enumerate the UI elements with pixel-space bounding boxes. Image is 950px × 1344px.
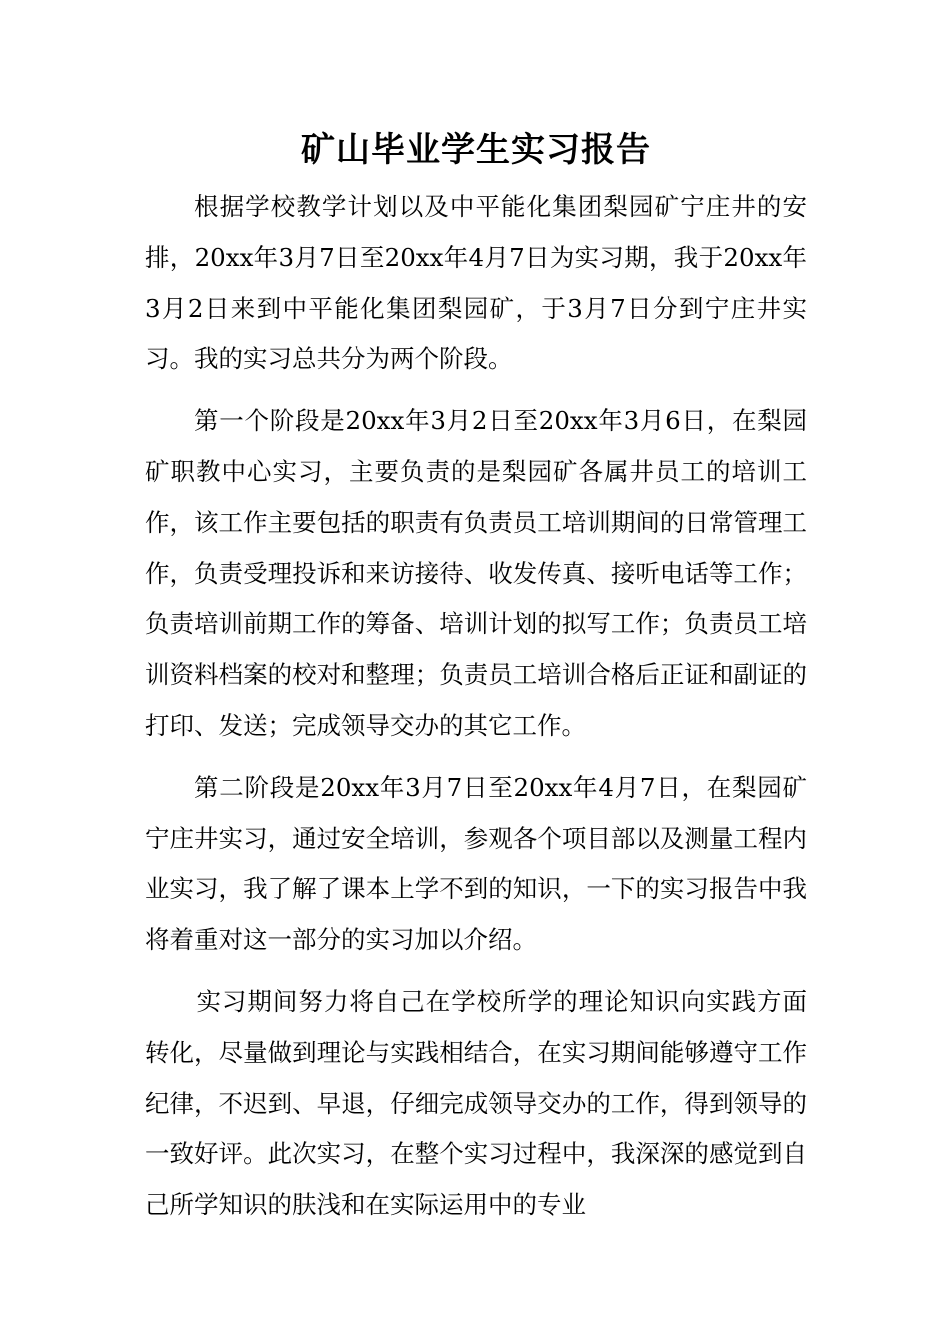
- document-page: [145, 122, 807, 1242]
- paragraph-4: 实习期间努力将自己在学校所学的理论知识向实践方面转化，尽量做到理论与实践相结合，在实习期间能够遵守工作纪律，不迟到、早退，仔细完成领导交办的工作，得到领导的一致好评。此次实习，在整个实习过程中，我深深的感觉到自己所学知识的肤浅和在实际运用中的专业: [145, 986, 807, 1220]
- paragraph-2: 第一个阶段是20xx年3月2日至20xx年3月6日，在梨园矿职教中心实习，主要负责的是梨园矿各属井员工的培训工作，该工作主要包括的职责有负责员工培训期间的日常管理工作，负责受理投诉和来访接待、收发传真、接听电话等工作；负责培训前期工作的筹备、培训计划的拟写工作；负责员工培训资料档案的校对和整理；负责员工培训合格后正证和副证的打印、发送；完成领导交办的其它工作。: [145, 406, 807, 740]
- paragraph-3: 第二阶段是20xx年3月7日至20xx年4月7日，在梨园矿宁庄井实习，通过安全培训，参观各个项目部以及测量工程内业实习，我了解了课本上学不到的知识，一下的实习报告中我将着重对这一部分的实习加以介绍。: [145, 772, 807, 955]
- document-title: 矿山毕业学生实习报告: [301, 130, 651, 170]
- paragraph-1: 根据学校教学计划以及中平能化集团梨园矿宁庄井的安排，20xx年3月7日至20xx年4月7日为实习期，我于20xx年3月2日来到中平能化集团梨园矿，于3月7日分到宁庄井实习。我的实习总共分为两个阶段。: [145, 192, 807, 374]
